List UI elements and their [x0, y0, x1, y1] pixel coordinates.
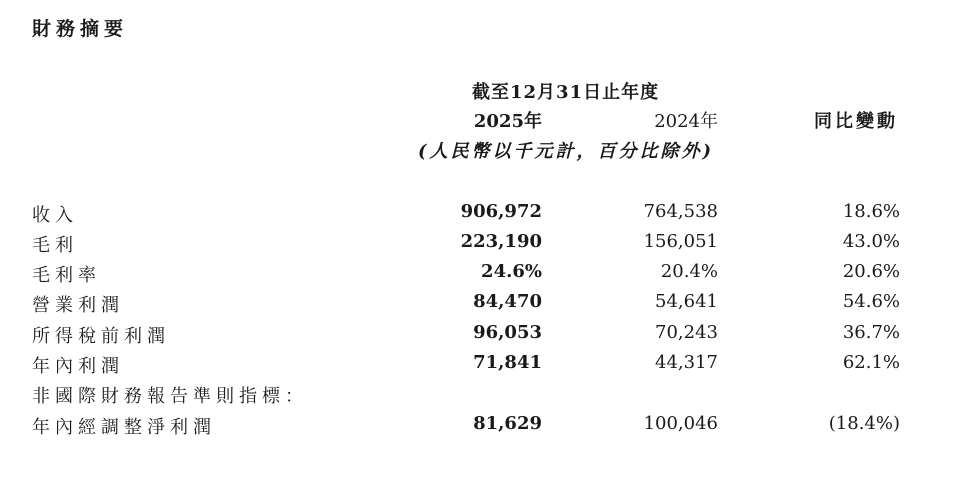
- value-yoy: 43.0%: [842, 231, 900, 252]
- value-yoy: 54.6%: [842, 291, 900, 312]
- unit-note: (人民幣以千元計，百分比除外): [418, 141, 715, 162]
- value-previous: 54,641: [655, 291, 718, 312]
- value-current: 24.6%: [481, 261, 542, 282]
- value-current: 71,841: [473, 352, 542, 373]
- year-previous-header: 2024年: [654, 111, 718, 132]
- table-row: [0, 322, 960, 352]
- value-previous: 764,538: [643, 201, 718, 222]
- table-row: [0, 261, 960, 291]
- year-current-header: 2025年: [473, 111, 542, 132]
- row-label: 營業利潤: [32, 295, 124, 316]
- value-previous: 44,317: [655, 352, 718, 373]
- value-yoy: 62.1%: [842, 352, 900, 373]
- value-previous: 20.4%: [660, 261, 718, 282]
- value-current: 96,053: [473, 322, 542, 343]
- row-label: 所得稅前利潤: [32, 326, 170, 347]
- value-previous: 70,243: [655, 322, 718, 343]
- row-label: 毛利: [32, 235, 78, 256]
- table-row: [0, 382, 960, 412]
- yoy-header: 同比變動: [814, 111, 898, 132]
- row-label: 年內利潤: [32, 356, 124, 377]
- value-yoy: 18.6%: [842, 201, 900, 222]
- value-yoy: 20.6%: [842, 261, 900, 282]
- value-yoy: (18.4%): [828, 413, 900, 434]
- value-current: 84,470: [473, 291, 542, 312]
- row-label: 年內經調整淨利潤: [32, 417, 216, 438]
- value-current: 223,190: [460, 231, 542, 252]
- value-previous: 156,051: [643, 231, 718, 252]
- value-previous: 100,046: [643, 413, 718, 434]
- table-row: [0, 291, 960, 321]
- value-current: 81,629: [473, 413, 542, 434]
- row-label: 收入: [32, 205, 78, 226]
- table-row: [0, 352, 960, 382]
- value-yoy: 36.7%: [842, 322, 900, 343]
- period-header: 截至12月31日止年度: [472, 82, 660, 103]
- table-row: [0, 231, 960, 261]
- row-label: 毛利率: [32, 265, 101, 286]
- table-row: [0, 201, 960, 231]
- section-title: 財務摘要: [32, 18, 129, 40]
- row-label: 非國際財務報告準則指標：: [32, 386, 308, 407]
- table-row: [0, 413, 960, 443]
- value-current: 906,972: [460, 201, 542, 222]
